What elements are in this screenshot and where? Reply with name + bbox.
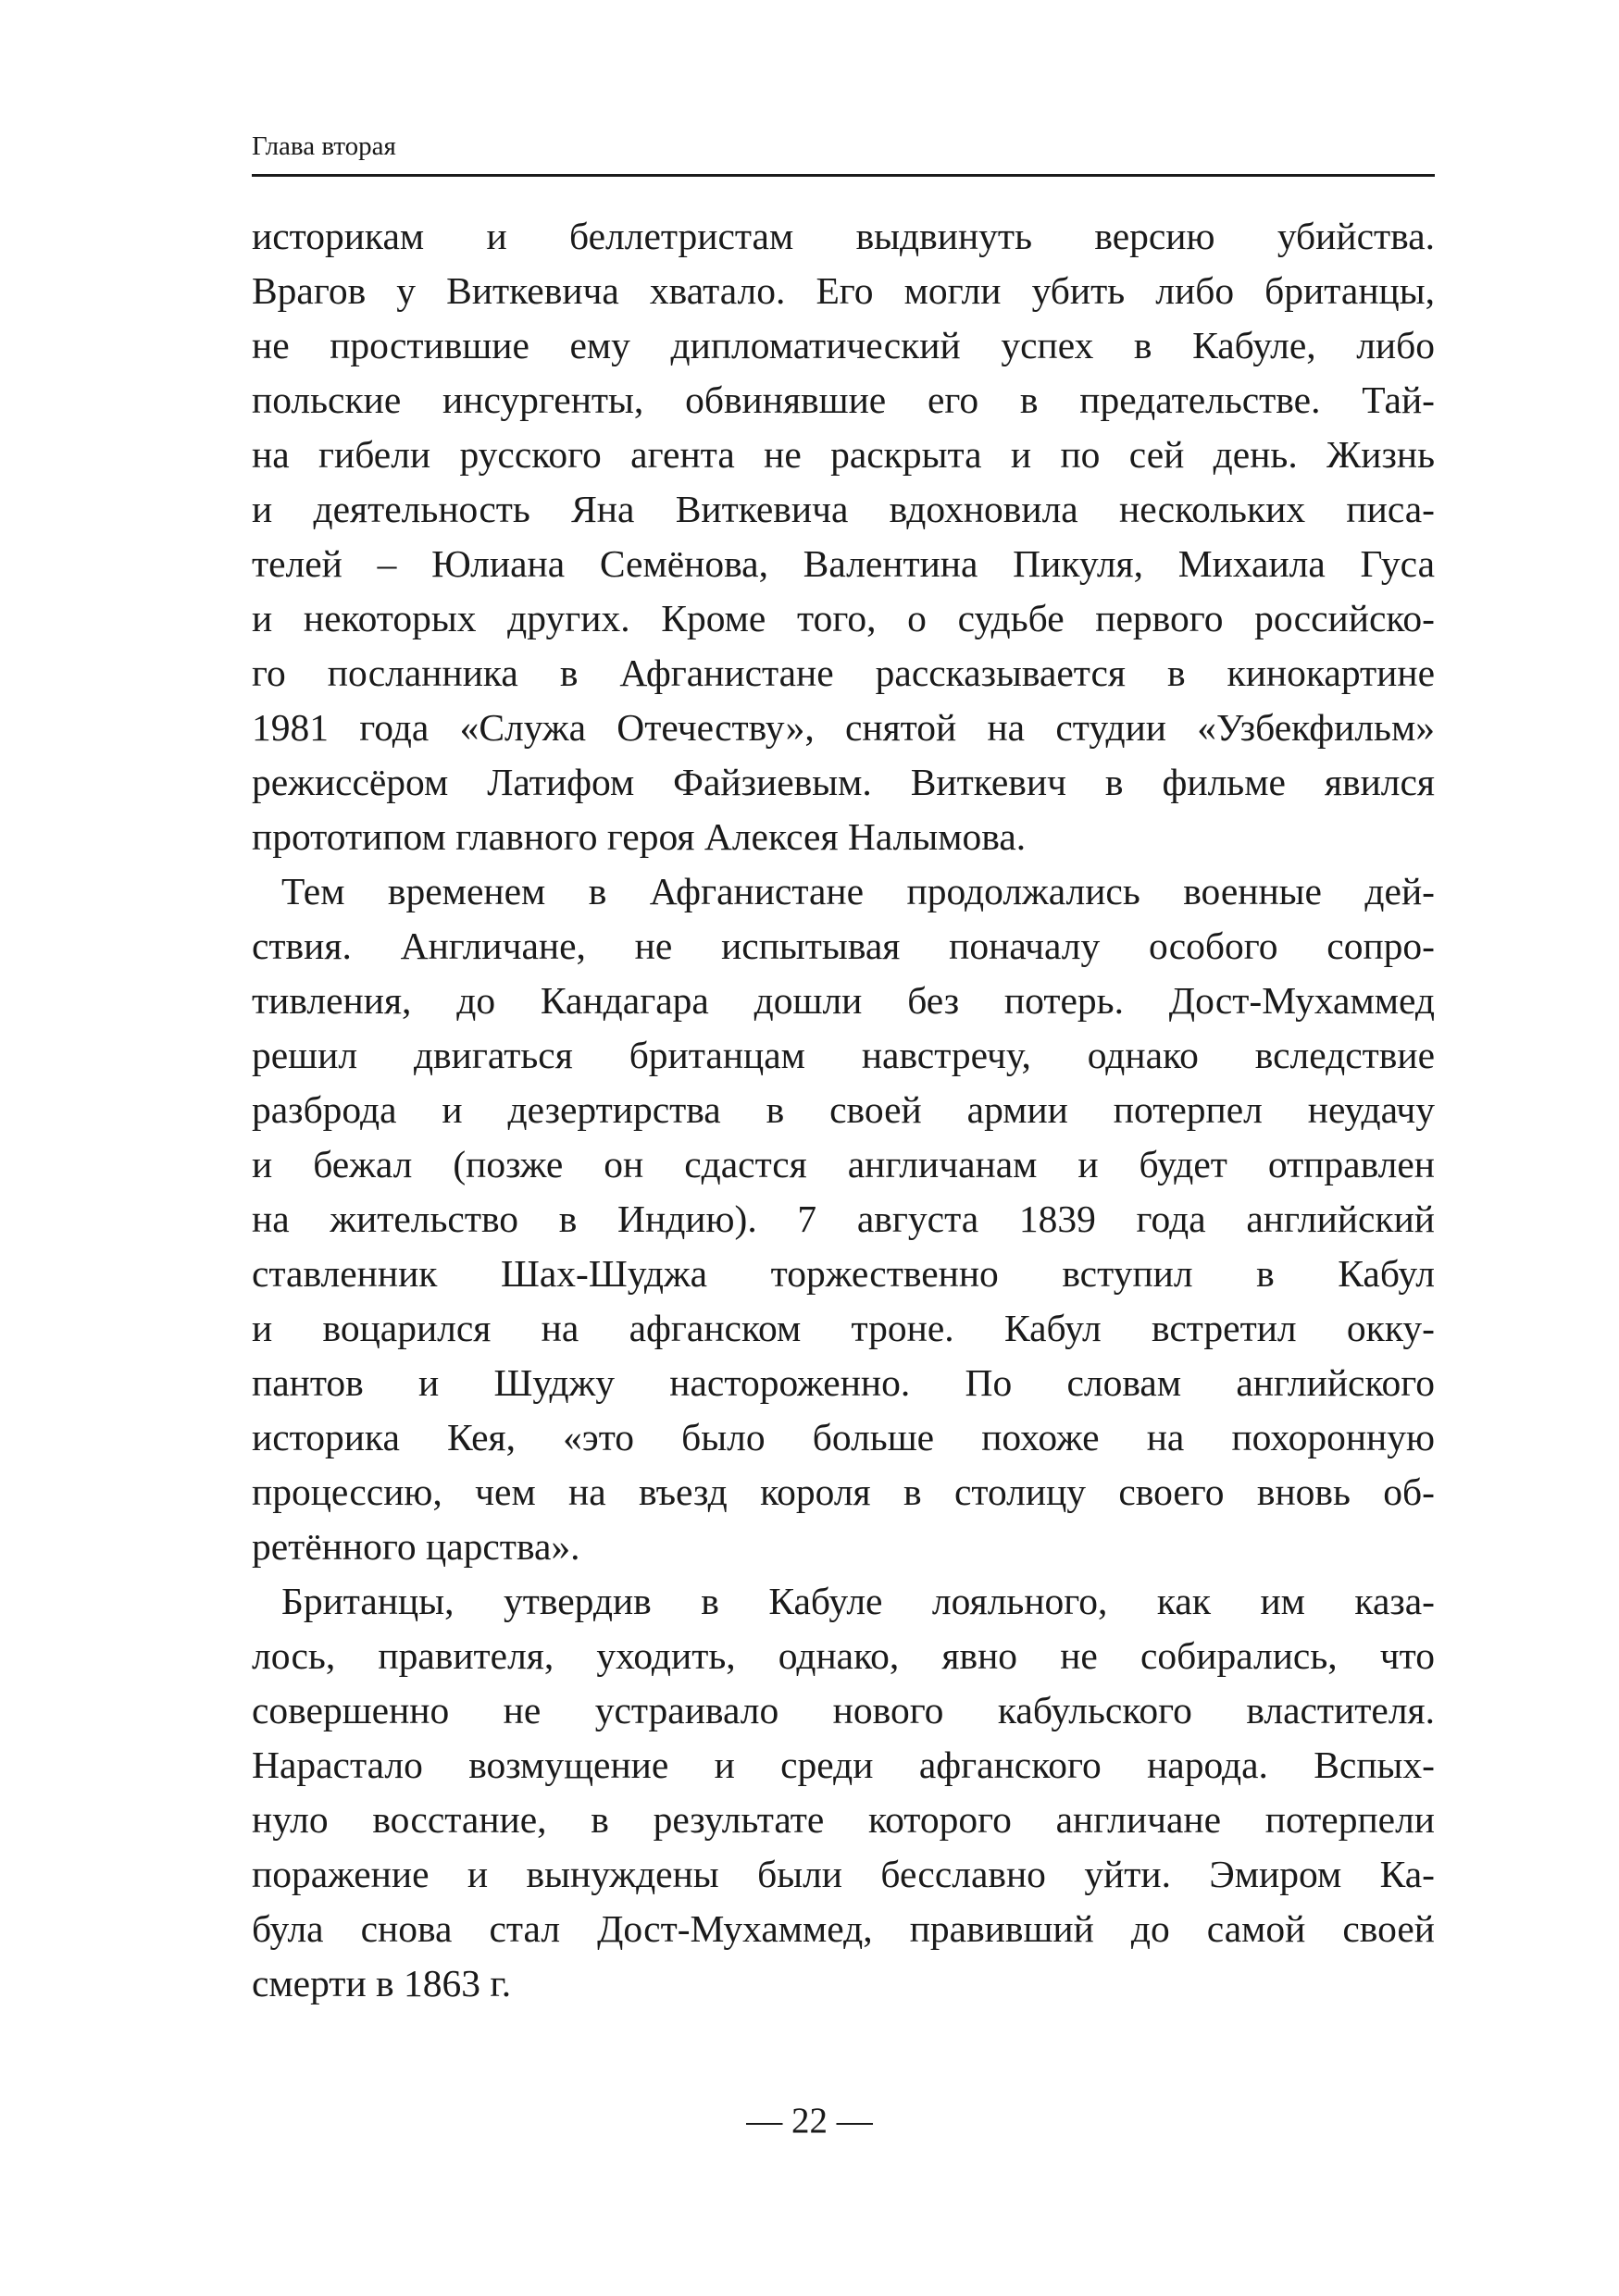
text-line: и некоторых других. Кроме того, о судьбе первого российско- — [252, 597, 1435, 639]
paragraph — [252, 209, 1435, 864]
text-line: режиссёром Латифом Файзиевым. Виткевич в фильме явился — [252, 761, 1435, 803]
chapter-title: Глава вторая — [252, 131, 396, 161]
text-line: Тем временем в Афганистане продолжались военные дей- — [281, 870, 1435, 912]
text-line: 1981 года «Служа Отечеству», снятой на студии «Узбекфильм» — [252, 706, 1435, 749]
text-line: и деятельность Яна Виткевича вдохновила нескольких писа- — [252, 488, 1435, 530]
text-line: пантов и Шуджу настороженно. По словам английского — [252, 1361, 1435, 1404]
text-line: ствия. Англичане, не испытывая поначалу особого сопро- — [252, 925, 1435, 967]
text-line: Врагов у Виткевича хватало. Его могли убить либо британцы, — [252, 269, 1435, 312]
paragraph — [252, 1574, 1435, 2011]
text-line: польские инсургенты, обвинявшие его в предательстве. Тай- — [252, 379, 1435, 421]
text-line: на жительство в Индию). 7 августа 1839 года английский — [252, 1198, 1435, 1240]
text-line: совершенно не устраивало нового кабульского властителя. — [252, 1689, 1435, 1731]
text-line: историкам и беллетристам выдвинуть версию убийства. — [252, 215, 1435, 257]
running-head — [252, 130, 1435, 177]
text-line: го посланника в Афганистане рассказывается в кинокартине — [252, 652, 1435, 694]
text-line: була снова стал Дост-Мухаммед, правивший до самой своей — [252, 1907, 1435, 1950]
text-line: нуло восстание, в результате которого англичане потерпели — [252, 1798, 1435, 1841]
text-line: на гибели русского агента не раскрыта и по сей день. Жизнь — [252, 433, 1435, 476]
text-line: Британцы, утвердив в Кабуле лояльного, как им каза- — [281, 1580, 1435, 1622]
text-line: тивления, до Кандагара дошли без потерь. Дост-Мухаммед — [252, 979, 1435, 1022]
text-line: разброда и дезертирства в своей армии потерпел неудачу — [252, 1088, 1435, 1131]
text-line: не простившие ему дипломатический успех в Кабуле, либо — [252, 324, 1435, 366]
body-text — [252, 209, 1435, 2011]
text-line: смерти в 1863 г. — [252, 1962, 512, 2004]
text-line: решил двигаться британцам навстречу, однако вследствие — [252, 1034, 1435, 1076]
text-line: процессию, чем на въезд короля в столицу своего вновь об- — [252, 1471, 1435, 1513]
text-line: и бежал (позже он сдастся англичанам и будет отправлен — [252, 1143, 1435, 1185]
text-line: историка Кея, «это было больше похоже на похоронную — [252, 1416, 1435, 1458]
paragraph — [252, 864, 1435, 1574]
text-line: ставленник Шах-Шуджа торжественно вступил в Кабул — [252, 1252, 1435, 1295]
text-line: Нарастало возмущение и среди афганского народа. Вспых- — [252, 1744, 1435, 1786]
page-number: — 22 — — [746, 2101, 873, 2141]
text-line: поражение и вынуждены были бесславно уйти. Эмиром Ка- — [252, 1853, 1435, 1895]
text-line: ретённого царства». — [252, 1525, 580, 1568]
text-line: и воцарился на афганском троне. Кабул встретил окку- — [252, 1307, 1435, 1349]
text-line: телей – Юлиана Семёнова, Валентина Пикуля, Михаила Гуса — [252, 542, 1435, 585]
text-line: прототипом главного героя Алексея Налымова. — [252, 815, 1027, 858]
text-line: лось, правителя, уходить, однако, явно не собирались, что — [252, 1634, 1435, 1677]
